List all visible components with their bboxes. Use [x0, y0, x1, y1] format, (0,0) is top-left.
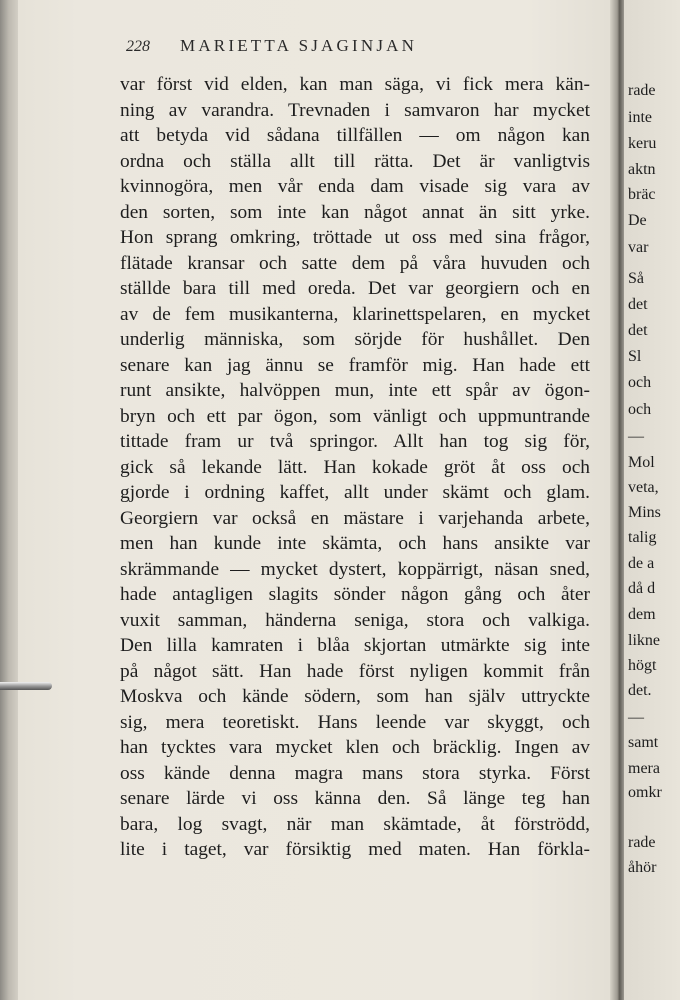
running-title: MARIETTA SJAGINJAN: [180, 36, 418, 55]
next-page-fragment: Så: [628, 270, 644, 287]
next-page-fragment: det.: [628, 682, 652, 699]
next-page-fragment: då d: [628, 580, 656, 597]
next-page-fragment: var: [628, 239, 649, 256]
text-line: flätade kransar och satte dem på våra huvuden och: [120, 252, 590, 274]
next-page-fragment: omkr: [628, 784, 662, 801]
next-page-fragment: Mins: [628, 504, 661, 521]
next-page-fragment: veta,: [628, 479, 659, 496]
page-header: [126, 36, 417, 56]
next-page-fragment: Sl: [628, 348, 642, 365]
next-page-fragment: rade: [628, 834, 656, 851]
text-line: ordna och ställa allt till rätta. Det är vanligtvis: [120, 150, 590, 172]
next-page-fragment: Mol: [628, 454, 655, 471]
text-line: senare lärde vi oss känna den. Så länge teg han: [120, 788, 590, 809]
text-line: hade antagligen slagits sönder någon gång och åter: [120, 584, 590, 605]
next-page-fragment: —: [628, 428, 644, 445]
text-line: på något sätt. Han hade först nyligen kommit från: [120, 660, 590, 682]
right-page-edge: [624, 0, 680, 1000]
text-line: senare kan jag ännu se framför mig. Han hade ett: [120, 354, 590, 376]
text-line: ställde bara till med oreda. Det var georgiern och en: [120, 278, 590, 299]
next-page-fragment: mera: [628, 760, 660, 777]
next-page-fragment: dem: [628, 606, 656, 623]
text-line: vuxit samman, händerna seniga, stora och valkiga.: [120, 609, 590, 631]
text-line: lite i taget, var försiktig med maten. Han förkla-: [120, 839, 590, 860]
page-clip: [0, 682, 52, 690]
body-text: [120, 72, 590, 863]
next-page-fragment: rade: [628, 82, 656, 99]
next-page-fragment: de a: [628, 555, 655, 572]
text-line: Moskva och kände södern, som han själv uttryckte: [120, 686, 590, 707]
next-page-fragment: och: [628, 374, 652, 391]
next-page-fragment: De: [628, 212, 647, 229]
text-line: att betyda vid sådana tillfällen — om någon kan: [120, 125, 590, 146]
text-line: skrämmande — mycket dystert, koppärrigt, näsan sned,: [120, 558, 590, 580]
text-line: av de fem musikanterna, klarinettspelaren, en mycket: [120, 303, 590, 325]
text-line: ning av varandra. Trevnaden i samvaron har mycket: [120, 99, 590, 121]
next-page-fragment: högt: [628, 657, 657, 674]
page-number: 228: [126, 38, 150, 55]
next-page-fragment: det: [628, 296, 648, 313]
text-line: underlig människa, som sörjde för hushållet. Den: [120, 329, 590, 350]
next-page-fragment: bräc: [628, 186, 656, 203]
next-page-fragment: åhör: [628, 859, 657, 876]
next-page-fragment: inte: [628, 109, 652, 126]
next-page-fragment: samt: [628, 734, 659, 751]
text-line: Hon sprang omkring, tröttade ut oss med sina frågor,: [120, 227, 590, 248]
text-line: gick så lekande lätt. Han kokade gröt åt oss och: [120, 456, 590, 478]
text-line: kvinnogöra, men vår enda dam visade sig vara av: [120, 176, 590, 197]
text-line: sig, mera teoretiskt. Hans leende var skyggt, och: [120, 711, 590, 733]
next-page-fragment: och: [628, 401, 652, 418]
next-page-fragment: —: [628, 709, 644, 726]
text-line: runt ansikte, halvöppen mun, inte ett spår av ögon-: [120, 380, 590, 401]
next-page-fragment: keru: [628, 135, 657, 152]
text-line: bryn och ett par ögon, som vänligt och uppmuntrande: [120, 405, 590, 427]
next-page-fragment: det: [628, 322, 648, 339]
text-line: han tycktes vara mycket klen och bräcklig. Ingen av: [120, 737, 590, 758]
text-line: men han kunde inte skämta, och hans ansikte var: [120, 533, 590, 554]
text-line: var först vid elden, kan man säga, vi fick mera kän-: [120, 74, 590, 95]
text-line: Georgiern var också en mästare i varjehanda arbete,: [120, 507, 590, 529]
text-line: gjorde i ordning kaffet, allt under skämt och glam.: [120, 482, 590, 503]
text-line: bara, log svagt, när man skämtade, åt förströdd,: [120, 813, 590, 835]
text-line: oss kände denna magra mans stora styrka. Först: [120, 762, 590, 784]
next-page-fragment: likne: [628, 632, 660, 649]
next-page-fragment: aktn: [628, 161, 656, 178]
text-line: Den lilla kamraten i blåa skjortan utmärkte sig inte: [120, 635, 590, 656]
text-line: tittade fram ur två springor. Allt han tog sig för,: [120, 431, 590, 452]
next-page-fragment: talig: [628, 529, 657, 546]
text-line: den sorten, som inte kan något annat än sitt yrke.: [120, 201, 590, 223]
